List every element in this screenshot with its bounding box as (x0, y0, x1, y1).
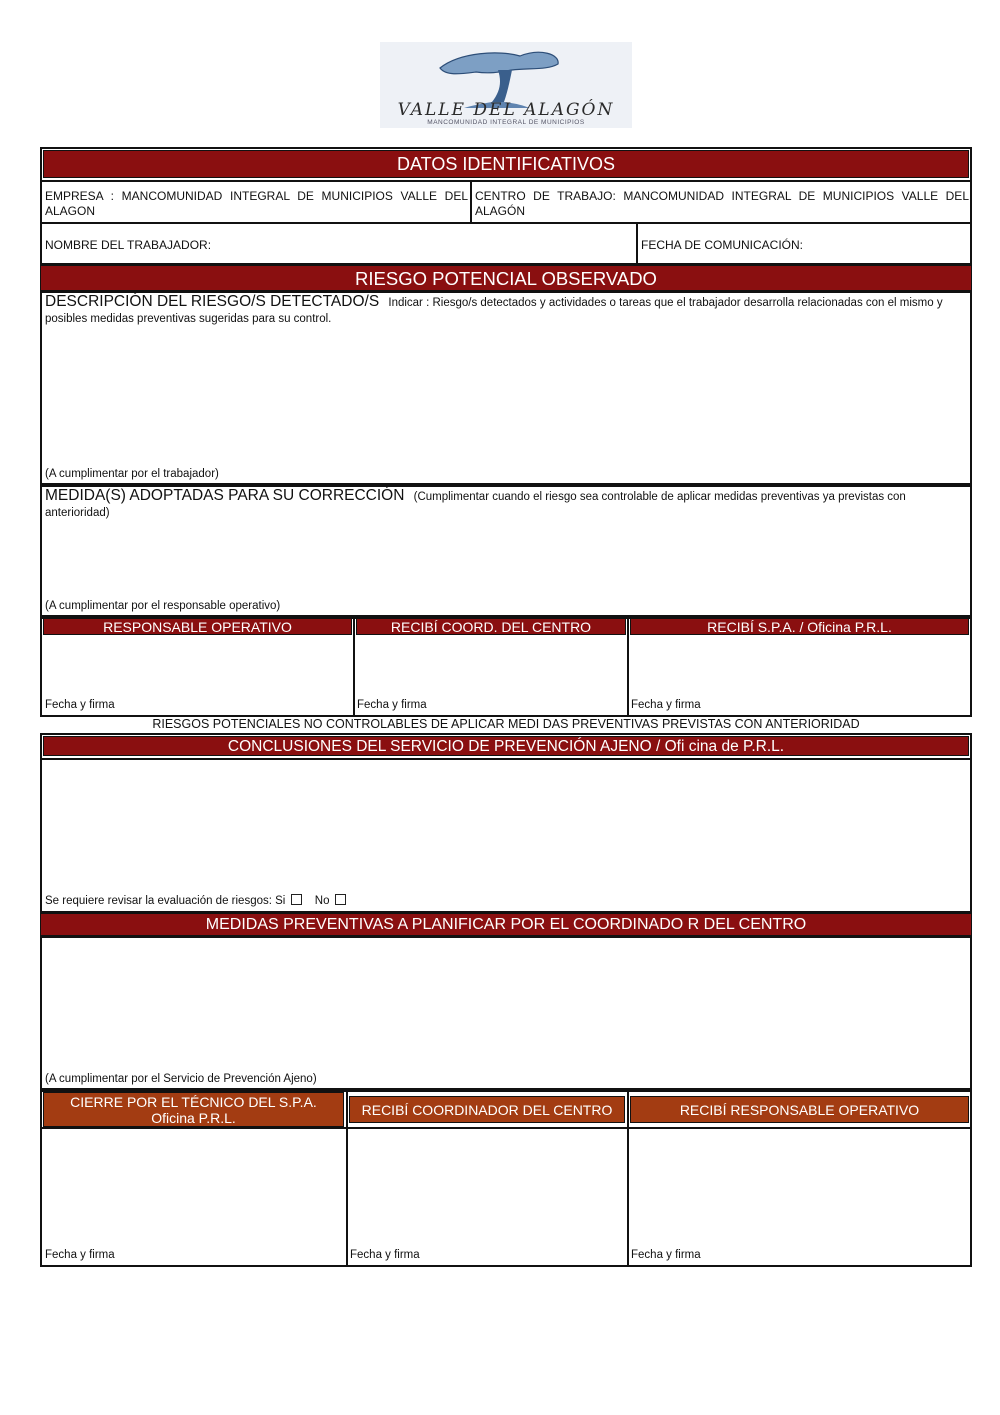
divider (470, 180, 472, 222)
divider (346, 1090, 348, 1267)
conclusiones-header: CONCLUSIONES DEL SERVICIO DE PREVENCIÓN AJENO / Ofi cina de P.R.L. (43, 736, 969, 756)
conclusiones-block (40, 733, 972, 913)
divider (627, 1090, 629, 1267)
fecha-firma-1: Fecha y firma (45, 699, 115, 711)
divider (353, 617, 355, 717)
fecha-firma-3: Fecha y firma (631, 699, 701, 711)
descripcion-title: DESCRIPCIÓN DEL RIESGO/S DETECTADO/S (45, 293, 380, 310)
divider (40, 180, 972, 182)
medidas-planificar-header: MEDIDAS PREVENTIVAS A PLANIFICAR POR EL COORDINADO R DEL CENTRO (40, 913, 972, 936)
firma-header-recibi-coordinador: RECIBÍ COORDINADOR DEL CENTRO (349, 1096, 625, 1123)
firma-header-cierre-tecnico (43, 1092, 344, 1127)
descripcion-hint: Indicar : Riesgo/s detectados y actividades o tareas que el trabajador desarrolla relacionadas con el mismo y posibles medidas preventivas sugeridas para su control. (45, 297, 943, 325)
fecha-firma-6: Fecha y firma (631, 1249, 701, 1261)
revisar-label: Se requiere revisar la evaluación de riesgos: Si (45, 895, 286, 907)
medidas-planificar-block (40, 936, 972, 1090)
riesgo-header: RIESGO POTENCIAL OBSERVADO (40, 265, 972, 291)
revisar-evaluacion (45, 894, 346, 909)
firma-header-recibi-responsable: RECIBÍ RESPONSABLE OPERATIVO (630, 1096, 969, 1123)
medidas-adoptadas-title: MEDIDA(S) ADOPTADAS PARA SU CORRECCIÓN (45, 487, 405, 504)
empresa-field: EMPRESA : MANCOMUNIDAD INTEGRAL DE MUNICIPIOS VALLE DEL ALAGON (45, 189, 468, 218)
logo (380, 42, 632, 128)
fecha-comunicacion-field: FECHA DE COMUNICACIÓN: (641, 238, 804, 252)
fecha-firma-5: Fecha y firma (350, 1249, 420, 1261)
descripcion-footer: (A cumplimentar por el trabajador) (45, 468, 219, 480)
centro-trabajo-field: CENTRO DE TRABAJO: MANCOMUNIDAD INTEGRAL DE MUNICIPIOS VALLE DEL ALAGÓN (475, 189, 969, 218)
no-label: No (314, 895, 330, 907)
cierre-line2: Oficina P.R.L. (151, 1110, 236, 1126)
divider (627, 617, 629, 717)
descripcion-text (45, 294, 965, 327)
medidas-adoptadas-footer: (A cumplimentar por el responsable operativo) (45, 600, 281, 612)
fecha-firma-2: Fecha y firma (357, 699, 427, 711)
divider (40, 222, 972, 224)
firma-header-responsable-operativo: RESPONSABLE OPERATIVO (43, 618, 352, 635)
medidas-adoptadas-text (45, 488, 965, 521)
firma-header-recibi-spa: RECIBÍ S.P.A. / Oficina P.R.L. (630, 618, 969, 635)
cierre-line1: CIERRE POR EL TÉCNICO DEL S.P.A. (70, 1094, 317, 1110)
logo-name: VALLE DEL ALAGÓN (397, 100, 615, 120)
nombre-trabajador-field: NOMBRE DEL TRABAJADOR: (45, 238, 212, 252)
logo-subtitle: MANCOMUNIDAD INTEGRAL DE MUNICIPIOS (427, 119, 585, 126)
no-controlables-label: RIESGOS POTENCIALES NO CONTROLABLES DE APLICAR MEDI DAS PREVENTIVAS PREVISTAS CON ANTERIORIDAD (152, 717, 860, 731)
firma-header-recibi-coord: RECIBÍ COORD. DEL CENTRO (356, 618, 626, 635)
datos-header: DATOS IDENTIFICATIVOS (43, 150, 969, 178)
divider (40, 1127, 972, 1129)
divider (636, 222, 638, 264)
si-checkbox[interactable] (291, 894, 302, 905)
planificar-footer: (A cumplimentar por el Servicio de Prevención Ajeno) (45, 1073, 317, 1085)
fecha-firma-4: Fecha y firma (45, 1249, 115, 1261)
medidas-adoptadas-hint: (Cumplimentar cuando el riesgo sea controlable de aplicar medidas preventivas ya previstas con anterioridad) (45, 491, 906, 519)
no-checkbox[interactable] (335, 894, 346, 905)
divider (40, 758, 972, 760)
